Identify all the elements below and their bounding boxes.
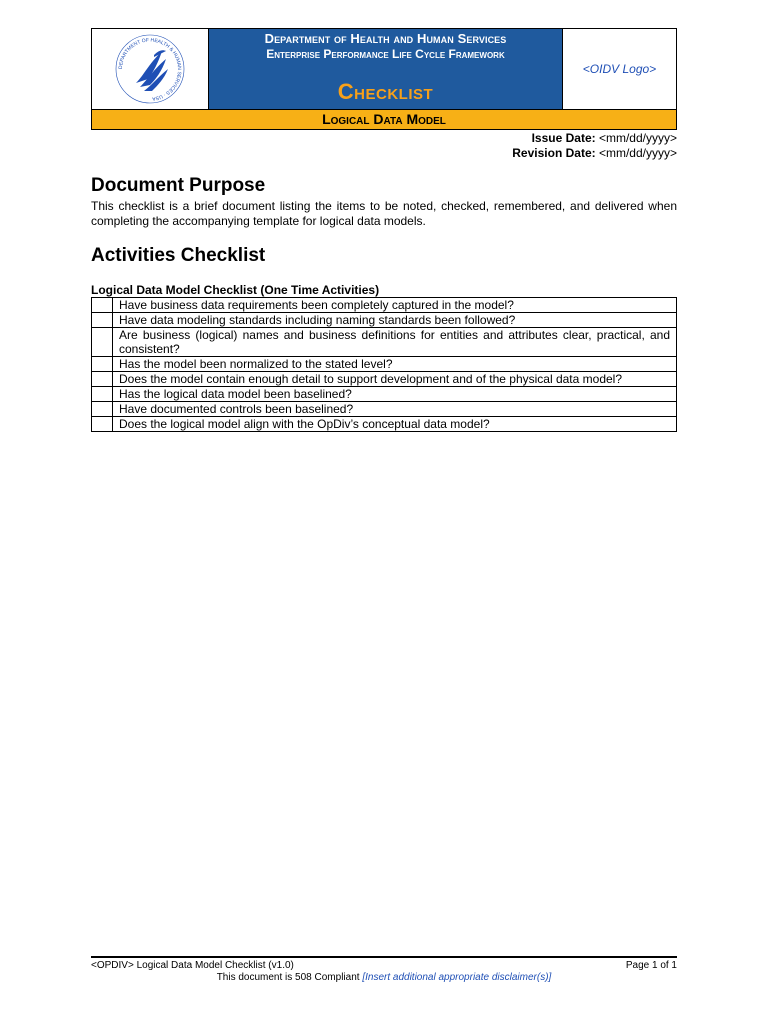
checkbox-cell[interactable] xyxy=(92,328,113,357)
eagle-seal-icon xyxy=(92,29,209,109)
disclaimer-placeholder: [Insert additional appropriate disclaimer(s)] xyxy=(362,972,552,983)
hhs-seal-logo xyxy=(92,29,209,109)
department-banner xyxy=(209,29,562,109)
document-dates xyxy=(512,131,677,161)
checklist-item: Does the model contain enough detail to support development and of the physical data model? xyxy=(113,372,677,387)
purpose-heading: Document Purpose xyxy=(91,175,266,196)
department-name: Department of Health and Human Services xyxy=(264,31,507,46)
checklist-item: Have data modeling standards including naming standards been followed? xyxy=(113,313,677,328)
table-row xyxy=(92,402,677,417)
footer-compliance xyxy=(0,972,768,983)
checkbox-cell[interactable] xyxy=(92,313,113,328)
revision-date-value: <mm/dd/yyyy> xyxy=(598,146,677,160)
issue-date-value: <mm/dd/yyyy> xyxy=(598,131,677,145)
table-row xyxy=(92,357,677,372)
footer-document-name: <OPDIV> Logical Data Model Checklist (v1.0) xyxy=(91,960,294,971)
checkbox-cell[interactable] xyxy=(92,357,113,372)
seal-text: DEPARTMENT OF HEALTH & HUMAN SERVICES · USA xyxy=(117,37,183,102)
oidv-logo-placeholder: <OIDV Logo> xyxy=(562,29,676,109)
activities-heading: Activities Checklist xyxy=(91,245,266,266)
table-row xyxy=(92,372,677,387)
table-row xyxy=(92,417,677,432)
checklist-item: Has the logical data model been baselined? xyxy=(113,387,677,402)
framework-name: Enterprise Performance Life Cycle Framework xyxy=(266,47,505,61)
purpose-text: This checklist is a brief document listing the items to be noted, checked, remembered, and delivered when completing the accompanying template for logical data models. xyxy=(91,199,677,228)
checklist-item: Have documented controls been baselined? xyxy=(113,402,677,417)
checkbox-cell[interactable] xyxy=(92,298,113,313)
document-title: Checklist xyxy=(337,79,434,104)
checkbox-cell[interactable] xyxy=(92,402,113,417)
table-caption: Logical Data Model Checklist (One Time Activities) xyxy=(91,283,380,297)
checklist-item: Does the logical model align with the OpDiv’s conceptual data model? xyxy=(113,417,677,432)
checklist-item: Have business data requirements been completely captured in the model? xyxy=(113,298,677,313)
table-row xyxy=(92,298,677,313)
checklist-item: Has the model been normalized to the stated level? xyxy=(113,357,677,372)
revision-date xyxy=(512,146,677,161)
revision-date-label: Revision Date: xyxy=(512,146,596,160)
table-row xyxy=(92,387,677,402)
checklist-table xyxy=(91,297,677,432)
footer-divider xyxy=(91,956,677,958)
checkbox-cell[interactable] xyxy=(92,417,113,432)
compliance-text: This document is 508 Compliant xyxy=(216,972,360,983)
issue-date-label: Issue Date: xyxy=(531,131,596,145)
document-header xyxy=(91,28,677,130)
checklist-item: Are business (logical) names and business definitions for entities and attributes clear, practical, and consistent? xyxy=(113,328,677,357)
checkbox-cell[interactable] xyxy=(92,387,113,402)
issue-date xyxy=(512,131,677,146)
table-row xyxy=(92,328,677,357)
checkbox-cell[interactable] xyxy=(92,372,113,387)
document-subtitle: Logical Data Model xyxy=(92,109,676,129)
table-row xyxy=(92,313,677,328)
footer-page-number: Page 1 of 1 xyxy=(625,960,677,971)
